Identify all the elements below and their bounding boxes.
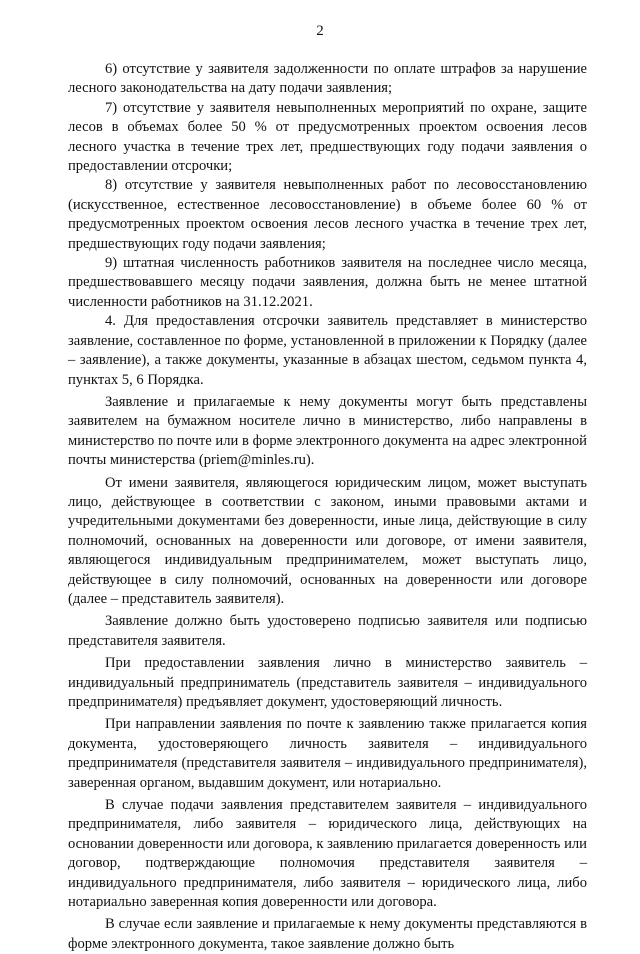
paragraph-item-7: 7) отсутствие у заявителя невыполненных мероприятий по охране, защите лесов в объемах более 50 % от предусмотренных проектом освоения лесов лесного участка в течение трех лет, предшествующих году подачи заявления о предоставлении отсрочки;	[68, 99, 587, 175]
paragraph-item-6: 6) отсутствие у заявителя задолженности по оплате штрафов за нарушение лесного законодательства на дату подачи заявления;	[68, 61, 587, 97]
paragraph-submission-methods: Заявление и прилагаемые к нему документы могут быть представлены заявителем на бумажном носителе лично в министерство, либо направлены в министерство по почте или в форме электронного документа на адрес электронной почты министерства (priem@minles.ru).	[68, 393, 587, 469]
paragraph-by-representative: В случае подачи заявления представителем заявителя – индивидуального предпринимателя, либо заявителя – юридического лица, действующих на основании доверенности или договора, к заявлению прилагается доверенность или договор, подтверждающие полномочия представителя заявителя – индивидуального предпринимателя, либо заявителя – юридического лица, либо нотариально заверенная копия доверенности или договора.	[68, 797, 587, 911]
paragraph-item-8: 8) отсутствие у заявителя невыполненных работ по лесовосстановлению (искусственное, естественное лесовосстановление) в объеме более 60 % от предусмотренных проектом освоения лесов лесного участка в течение трех лет, предшествующих году подачи заявления;	[68, 177, 587, 252]
paragraph-item-9: 9) штатная численность работников заявителя на последнее число месяца, предшествовавшего месяцу подачи заявления, должна быть не менее штатной численности работников на 31.12.2021.	[68, 255, 587, 310]
paragraph-representative: От имени заявителя, являющегося юридическим лицом, может выступать лицо, действующее в соответствии с законом, иными правовыми актами и учредительными документами без доверенности, иные лица, действующие в силу полномочий, основанных на доверенности или договоре, от имени заявителя, являющегося индивидуальным предпринимателем, может выступать лицо, действующее в силу полномочий, основанных на доверенности или договоре (далее – представитель заявителя).	[68, 474, 587, 607]
paragraph-signature: Заявление должно быть удостоверено подписью заявителя или подписью представителя заявителя.	[68, 613, 587, 649]
paragraph-in-person: При предоставлении заявления лично в министерство заявитель – индивидуальный предприниматель (представитель заявителя – индивидуального предпринимателя) предъявляет документ, удостоверяющий личность.	[68, 655, 587, 710]
document-body	[68, 60, 587, 954]
paragraph-electronic: В случае если заявление и прилагаемые к нему документы представляются в форме электронного документа, такое заявление должно быть	[68, 916, 587, 952]
paragraph-section-4: 4. Для предоставления отсрочки заявитель представляет в министерство заявление, составленное по форме, установленной в приложении к Порядку (далее – заявление), а также документы, указанные в абзацах шестом, седьмом пункта 4, пунктах 5, 6 Порядка.	[68, 313, 587, 388]
paragraph-by-post: При направлении заявления по почте к заявлению также прилагается копия документа, удостоверяющего личность заявителя – индивидуального предпринимателя (представителя заявителя – индивидуального предпринимателя), заверенная органом, выдавшим документ, или нотариально.	[68, 716, 587, 791]
page-number: 2	[316, 23, 324, 39]
